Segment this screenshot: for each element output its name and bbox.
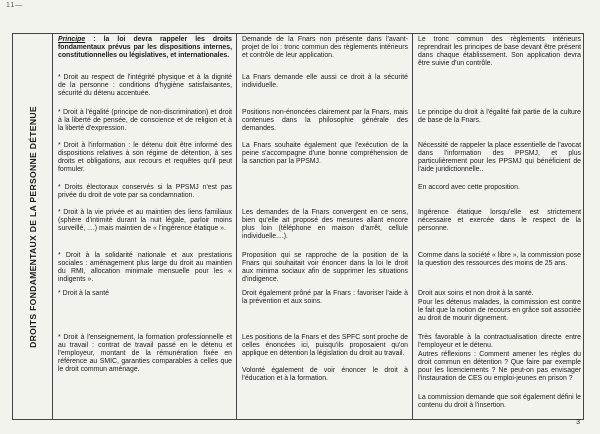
col1-row-information: * Droit à l'information : le détenu doit être informé des dispositions relatives à son régime de détention, à ses droits et obligations, aux recours et requêtes qu'il peut formuler. — [58, 142, 232, 173]
column-fnars-positions — [237, 34, 413, 419]
col3-row-4: En accord avec cette proposition. — [418, 184, 520, 191]
side-title-column — [13, 34, 53, 419]
col2-row-1: Demande de la Fnars non présente dans l'avant-projet de loi : tronc commun des règlements intérieurs et contrôle de leur application. — [242, 36, 408, 59]
col3-row-5: Ingérence étatique lorsqu'elle est strictement nécessaire et exercée dans le respect de la personne. — [418, 209, 581, 232]
rights-table — [12, 33, 584, 420]
col1-row-health: * Droit à la santé — [58, 290, 109, 297]
col1-row-integrity: * Droit au respect de l'intégrité physique et à la dignité de la personne : conditions d'hygiène satisfaisantes, sécurité du détenu accentuée. — [58, 74, 232, 97]
col3-row-10: Autres réflexions : Comment amener les règles du droit commun en détention ? Que faire par exemple pour les licenciements ? Ne peut-on pas envisager l'instauration de CES ou emploi-jeunes en prison ? — [418, 351, 581, 382]
page-number: 3 — [576, 419, 580, 426]
col1-row-electoral: * Droits électoraux conservés si la PPSMJ n'est pas privée du droit de vote par sa condamnation. — [58, 184, 232, 199]
col3-row-9: Très favorable à la contractualisation directe entre l'employeur et le détenu. — [418, 334, 581, 349]
column-principles — [53, 34, 237, 419]
col2-row-6: Proposition qui se rapproche de la position de la Fnars qui souhaitait voir énoncer dans la loi le droit aux minima sociaux afin de supprimer les situations d'indigence. — [242, 252, 408, 283]
col2-row-4: La Fnars souhaite également que l'exécution de la peine s'accompagne d'une bonne compréhension de la sanction par la PPSMJ. — [242, 142, 408, 165]
col2-row-5: Les demandes de la Fnars convergent en ce sens, bien qu'elle ait proposé des mesures allant encore plus loin (téléphone en maison d'arrêt, cellule individuelle....). — [242, 209, 408, 240]
col3-row-6: Comme dans la société « libre », la commission pose la question des ressources des moins de 25 ans. — [418, 252, 581, 267]
col3-row-8: Pour les détenus malades, la commission est contre le fait que la notion de recours en grâce soit associée au droit de mourir dignement. — [418, 299, 581, 322]
principle-text: : la loi devra rappeler les droits fondamentaux prévus par les dispositions internes, constitutionnelles ou législatives, et internationales. — [58, 36, 232, 59]
col3-row-2: Le principe du droit à l'égalité fait partie de la culture de base de la Fnars. — [418, 109, 581, 124]
column-commission-remarks — [413, 34, 585, 419]
col1-row-education-work: * Droit à l'enseignement, la formation professionnelle et au travail : contrat de travail passé en le détenu et l'employeur, montant de la rémunération fixée en référence au SMIC, garanties comparables à celles que le droit commun aménage. — [58, 334, 232, 373]
col2-row-3: Positions non-énoncées clairement par la Fnars, mais contenues dans la philosophie générale des demandes. — [242, 109, 408, 132]
col1-row-solidarity: * Droit à la solidarité nationale et aux prestations sociales : aménagement plus large du droit au maintien du RMI, allocation minimale mensuelle pour les « indigents ». — [58, 252, 232, 283]
header-mark: 11— — [6, 2, 24, 9]
col3-row-11: La commission demande que soit également défini le contenu du droit à l'insertion. — [418, 394, 581, 409]
col2-row-7: Droit également prôné par la Fnars : favoriser l'aide à la prévention et aux soins. — [242, 290, 408, 305]
principle-block — [58, 36, 232, 60]
col1-row-equality: * Droit à l'égalité (principe de non-discrimination) et droit à la liberté de pensée, de conscience et de religion et à la liberté d'expression. — [58, 109, 232, 132]
side-title: DROITS FONDAMENTAUX DE LA PERSONNE DÉTENUE — [27, 105, 38, 348]
principle-lead: Principe — [58, 36, 86, 43]
col1-row-private-life: * Droit à la vie privée et au maintien des liens familiaux (sphère d'intimité durant la nuit légale, parloir moins surveillé, ....) mais maintien de « l'ingérence étatique ». — [58, 209, 232, 232]
col2-row-8: Les positions de la Fnars et des SPFC sont proche de celles énoncées ici, puisqu'ils proposaient qu'on applique en détention la législation du droit au travail. — [242, 334, 408, 357]
col3-row-7: Droit aux soins et non droit à la santé. — [418, 290, 534, 297]
col2-row-9: Volonté également de voir énoncer le droit à l'éducation et à la formation. — [242, 367, 408, 382]
col3-row-1: Le tronc commun des règlements intérieurs reprendrait les principes de base devant être présent dans chaque établissement. Son application devra être suivie d'un contrôle. — [418, 36, 581, 67]
col3-row-3: Nécessité de rappeler la place essentielle de l'avocat dans l'information des PPSMJ, et plus particulièrement pour les PPSMJ qui bénéficient de l'aide juridictionnelle.. — [418, 142, 581, 173]
col2-row-2: La Fnars demande elle aussi ce droit à la sécurité individuelle. — [242, 74, 408, 89]
